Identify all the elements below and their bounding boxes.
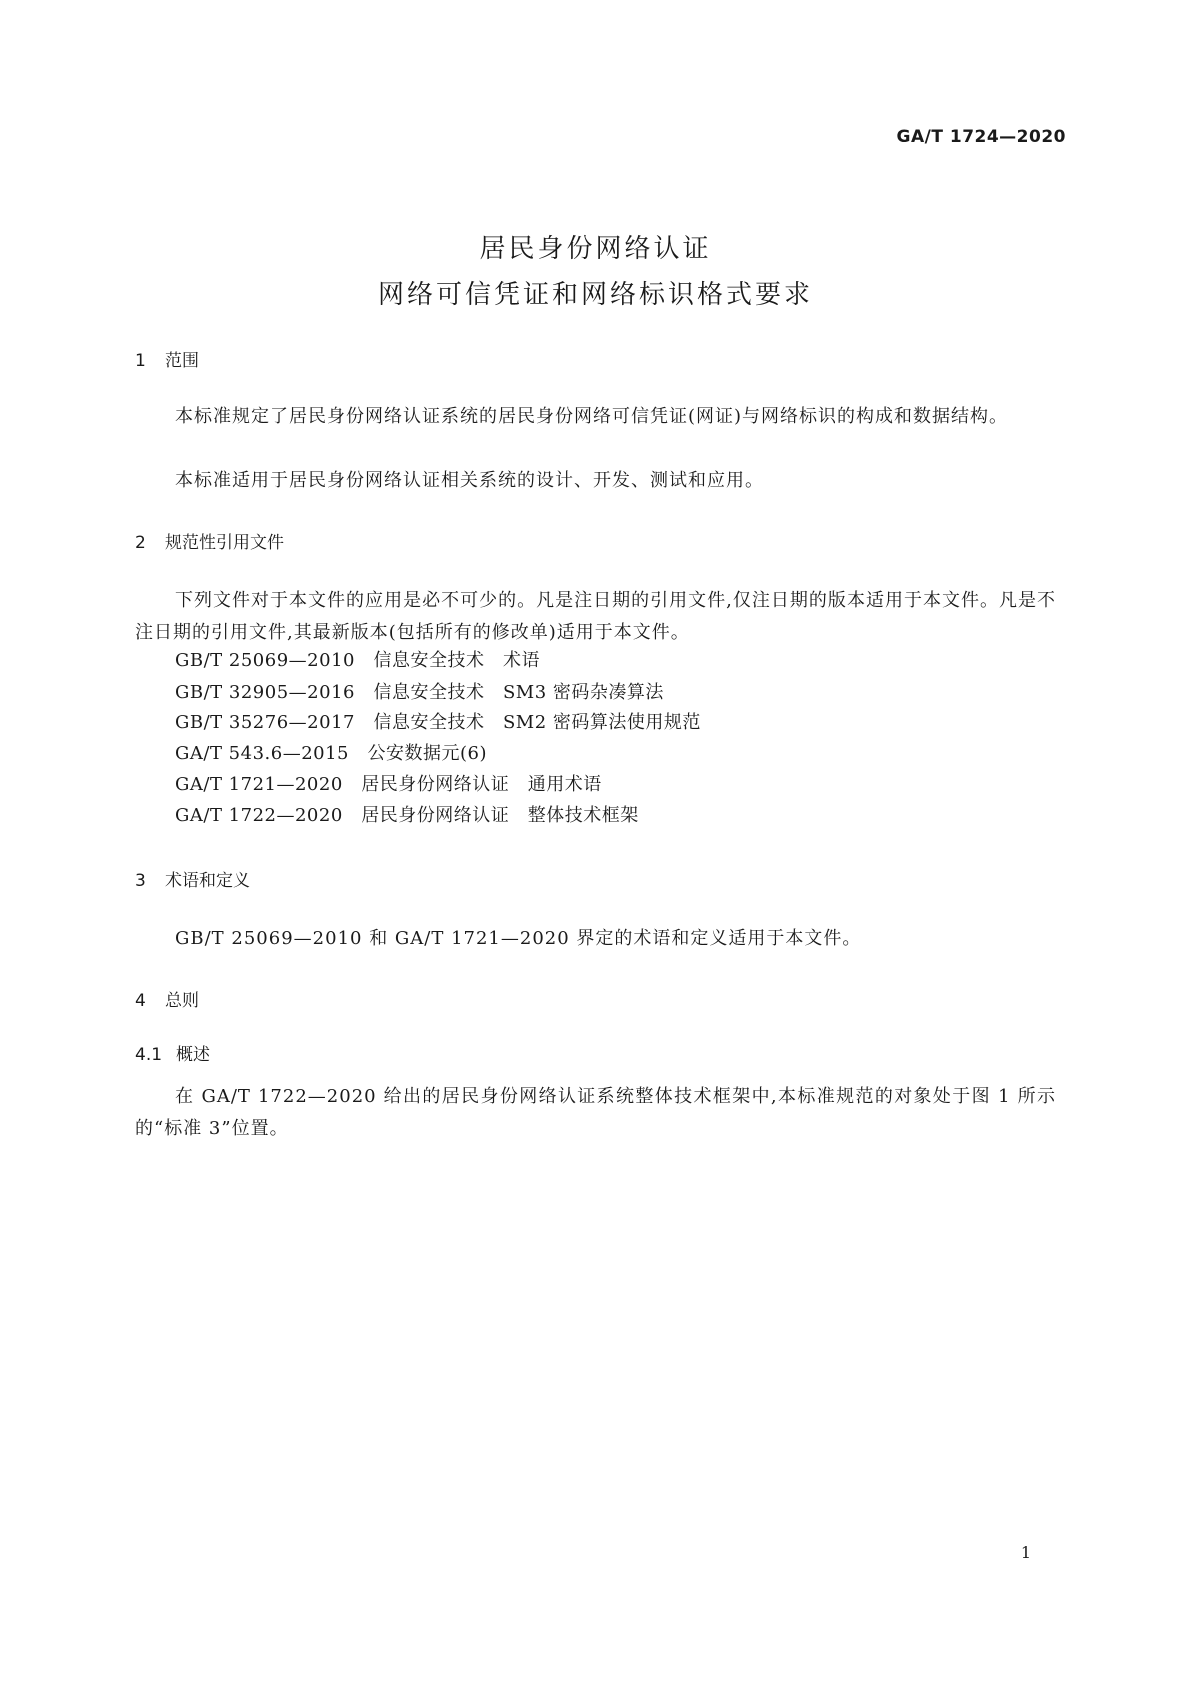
document-title-line-1: 居民身份网络认证 — [479, 234, 712, 264]
subsection-4-1-heading — [135, 1040, 210, 1065]
subsection-title: 概述 — [176, 1045, 210, 1065]
section-number: 3 — [135, 871, 146, 891]
section-3-paragraph-1: GB/T 25069—2010 和 GA/T 1721—2020 界定的术语和定义适用于本文件。 — [175, 928, 862, 949]
section-title: 术语和定义 — [165, 871, 250, 891]
section-number: 2 — [135, 533, 146, 553]
section-1-paragraph-2: 本标准适用于居民身份网络认证相关系统的设计、开发、测试和应用。 — [175, 470, 764, 491]
subsection-number: 4.1 — [135, 1045, 163, 1065]
reference-item: GA/T 1721—2020 居民身份网络认证 通用术语 — [175, 774, 602, 795]
standard-code: GA/T 1724—2020 — [896, 127, 1066, 147]
section-title: 范围 — [165, 351, 199, 371]
reference-item: GA/T 543.6—2015 公安数据元(6) — [175, 743, 488, 764]
section-1-heading — [135, 346, 199, 371]
section-1-paragraph-1: 本标准规定了居民身份网络认证系统的居民身份网络可信凭证(网证)与网络标识的构成和数据结构。 — [175, 406, 1009, 427]
section-4-heading — [135, 986, 199, 1011]
section-number: 4 — [135, 991, 146, 1011]
section-title: 总则 — [165, 991, 199, 1011]
document-title-line-2: 网络可信凭证和网络标识格式要求 — [377, 280, 813, 310]
reference-item: GA/T 1722—2020 居民身份网络认证 整体技术框架 — [175, 805, 639, 826]
reference-item: GB/T 32905—2016 信息安全技术 SM3 密码杂凑算法 — [175, 682, 664, 703]
section-title: 规范性引用文件 — [165, 533, 284, 553]
section-2-paragraph-1: 下列文件对于本文件的应用是必不可少的。凡是注日期的引用文件,仅注日期的版本适用于本文件。凡是不注日期的引用文件,其最新版本(包括所有的修改单)适用于本文件。 — [135, 590, 1056, 643]
reference-item: GB/T 25069—2010 信息安全技术 术语 — [175, 650, 540, 671]
subsection-4-1-paragraph-1: 在 GA/T 1722—2020 给出的居民身份网络认证系统整体技术框架中,本标准规范的对象处于图 1 所示的“标准 3”位置。 — [135, 1086, 1056, 1139]
section-2-heading — [135, 528, 284, 553]
page-number: 1 — [1020, 1543, 1031, 1562]
reference-item: GB/T 35276—2017 信息安全技术 SM2 密码算法使用规范 — [175, 712, 701, 733]
section-3-heading — [135, 866, 250, 891]
section-number: 1 — [135, 351, 146, 371]
